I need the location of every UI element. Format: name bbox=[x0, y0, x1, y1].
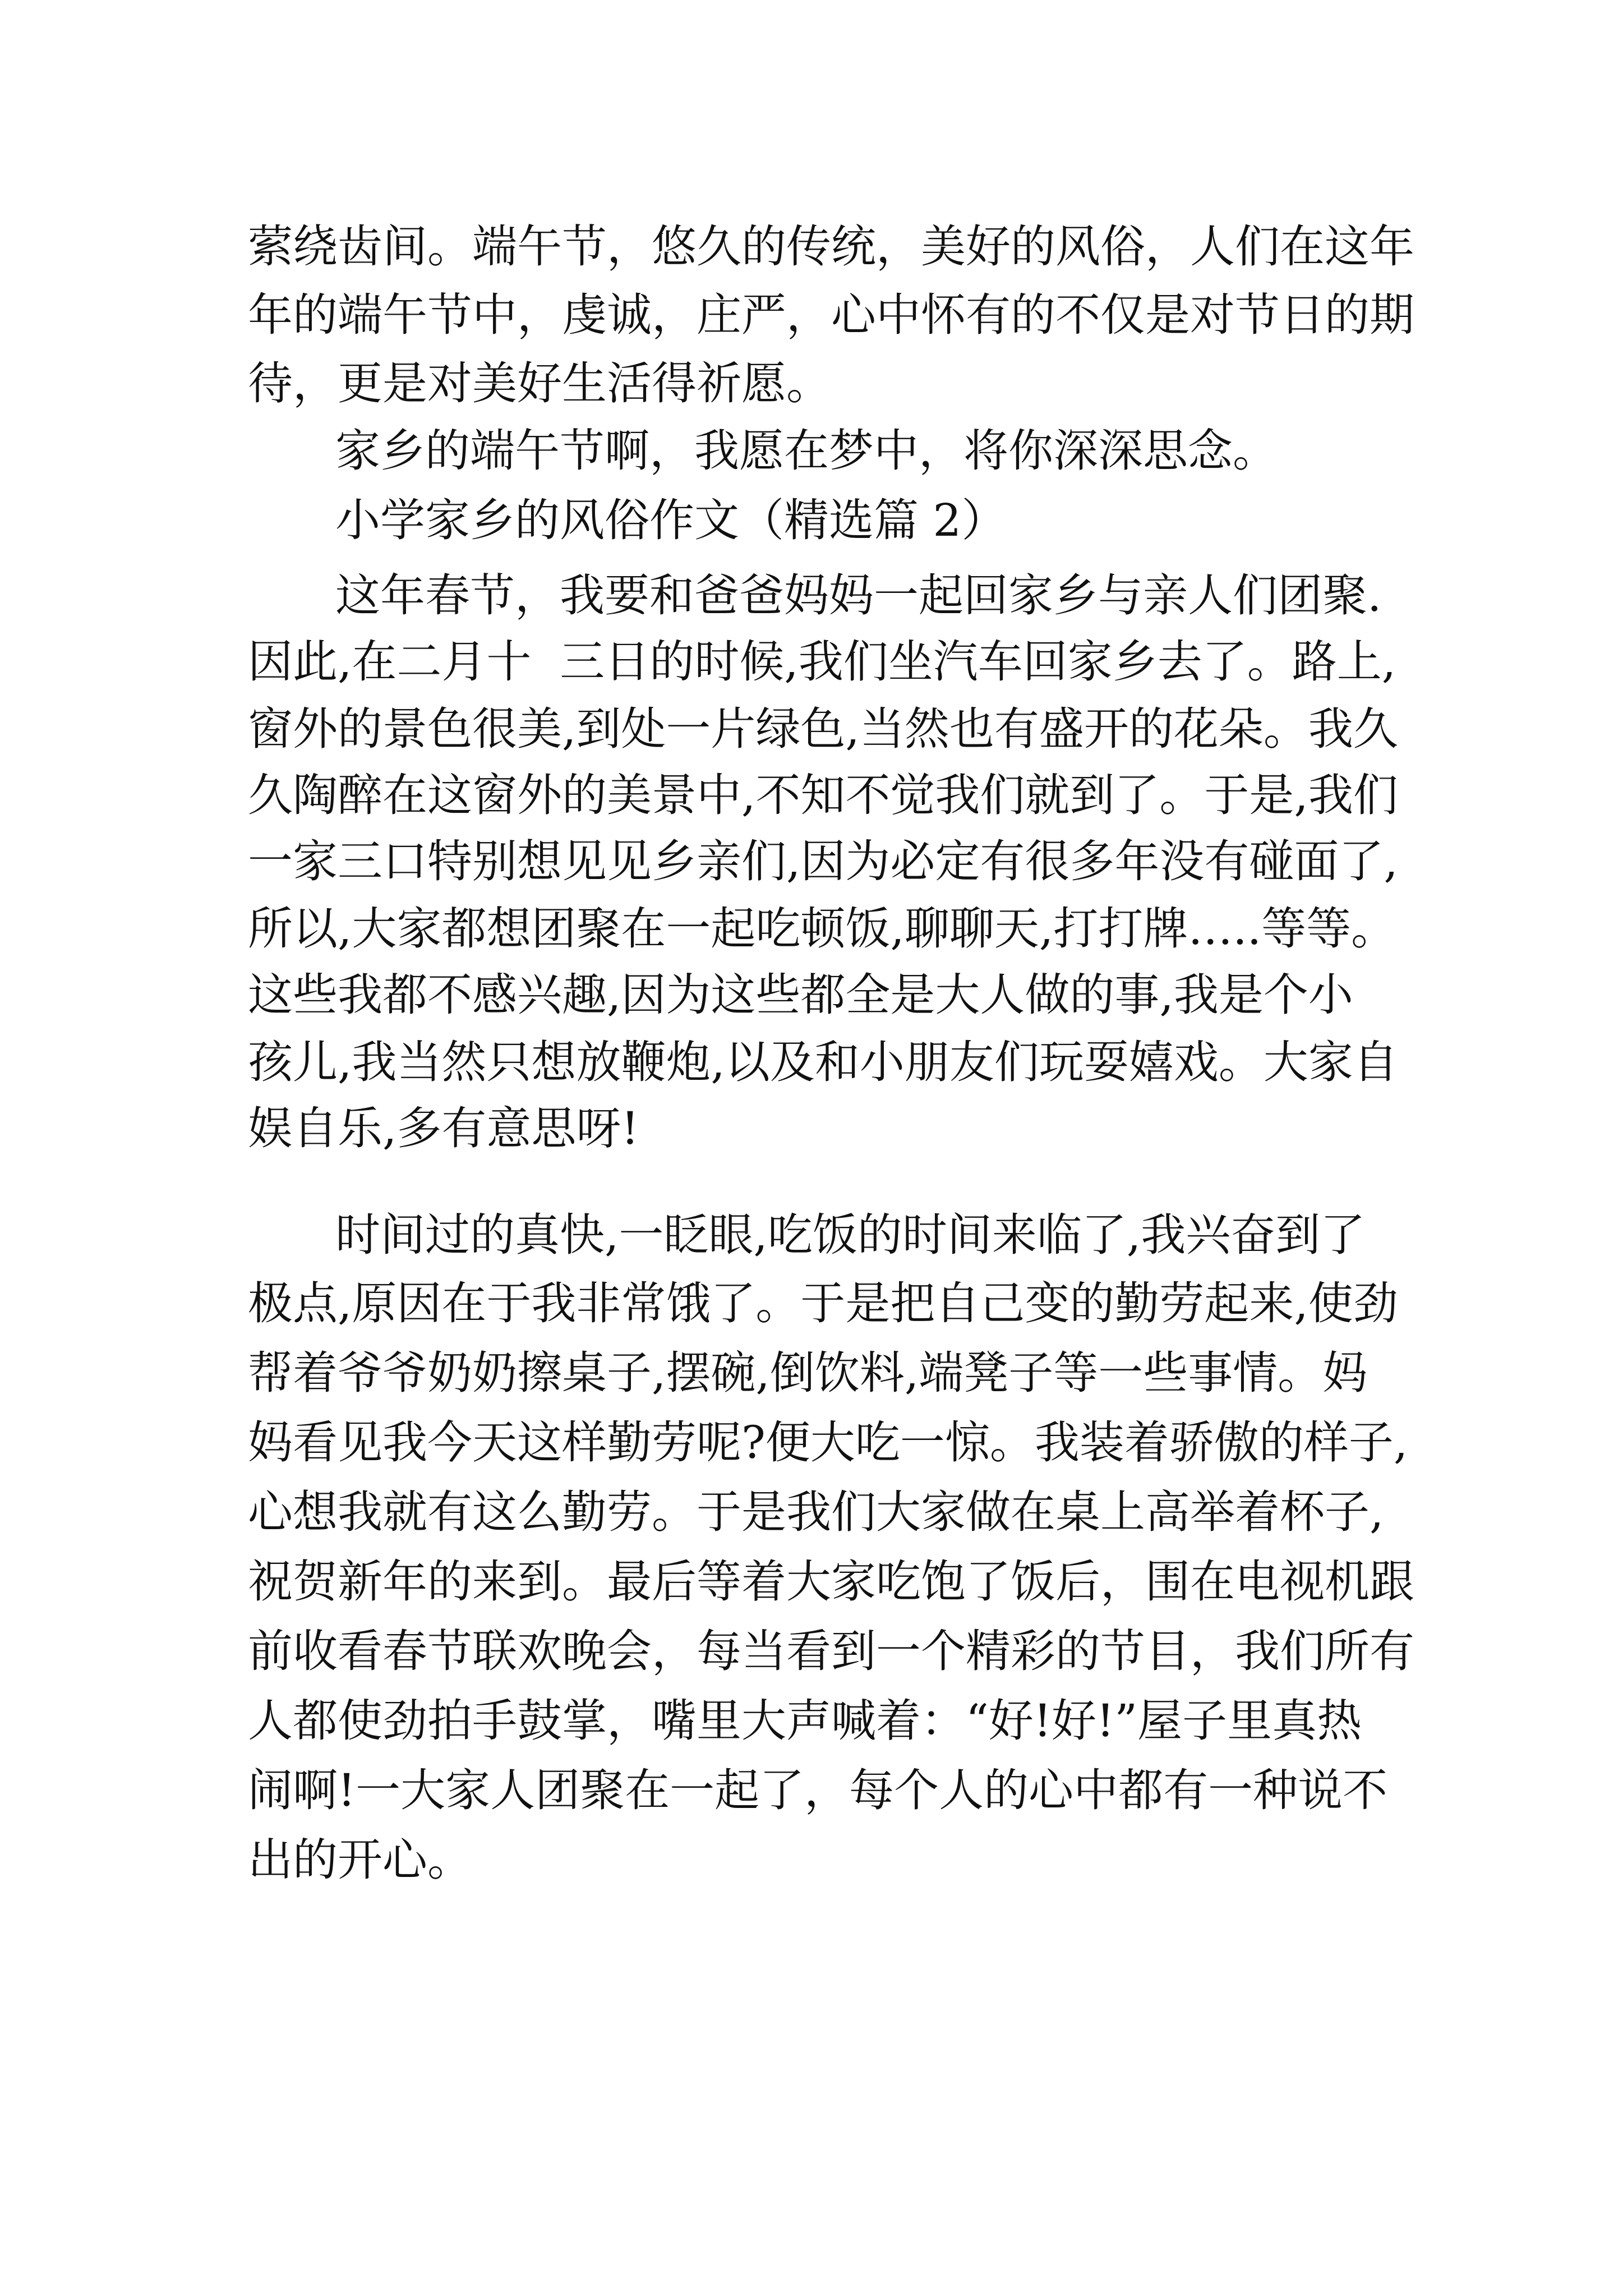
text-line: 所以,大家都想团聚在一起吃顿饭,聊聊天,打打牌…..等等。 bbox=[248, 903, 1396, 955]
text-line: 这些我都不感兴趣,因为这些都全是大人做的事,我是个小 bbox=[248, 969, 1353, 1021]
text-line: 因此,在二月十 三日的时候,我们坐汽车回家乡去了。路上, bbox=[248, 636, 1396, 688]
text-line: 家乡的端午节啊，我愿在梦中，将你深深思念。 bbox=[335, 425, 1278, 477]
text-line: 这年春节，我要和爸爸妈妈一起回家乡与亲人们团聚. bbox=[335, 569, 1382, 622]
text-line: 闹啊!一大家人团聚在一起了，每个人的心中都有一种说不 bbox=[248, 1764, 1388, 1816]
text-line: 祝贺新年的来到。最后等着大家吃饱了饭后，围在电视机跟 bbox=[248, 1556, 1414, 1608]
text-line: 萦绕齿间。端午节，悠久的传统，美好的风俗，人们在这年 bbox=[248, 220, 1414, 273]
section-heading: 小学家乡的风俗作文（精选篇 2） bbox=[335, 494, 1007, 546]
text-line: 时间过的真快,一眨眼,吃饭的时间来临了,我兴奋到了 bbox=[335, 1209, 1366, 1261]
text-line: 娱自乐,多有意思呀! bbox=[248, 1102, 639, 1154]
text-line: 久陶醉在这窗外的美景中,不知不觉我们就到了。于是,我们 bbox=[248, 769, 1398, 821]
text-line: 年的端午节中，虔诚，庄严，心中怀有的不仅是对节日的期 bbox=[248, 289, 1414, 341]
text-line: 孩儿,我当然只想放鞭炮,以及和小朋友们玩耍嬉戏。大家自 bbox=[248, 1036, 1398, 1088]
text-line: 出的开心。 bbox=[248, 1834, 472, 1886]
text-line: 待，更是对美好生活得祈愿。 bbox=[248, 357, 831, 409]
text-line: 人都使劲拍手鼓掌，嘴里大声喊着：“好!好!”屋子里真热 bbox=[248, 1695, 1362, 1747]
text-line: 一家三口特别想见见乡亲们,因为必定有很多年没有碰面了, bbox=[248, 835, 1398, 887]
text-line: 妈看见我今天这样勤劳呢?便大吃一惊。我装着骄傲的样子, bbox=[248, 1416, 1408, 1469]
text-line: 极点,原因在于我非常饿了。于是把自己变的勤劳起来,使劲 bbox=[248, 1277, 1398, 1329]
text-line: 窗外的景色很美,到处一片绿色,当然也有盛开的花朵。我久 bbox=[248, 703, 1398, 755]
text-line: 帮着爷爷奶奶擦桌子,摆碗,倒饮料,端凳子等一些事情。妈 bbox=[248, 1347, 1368, 1399]
text-line: 心想我就有这么勤劳。于是我们大家做在桌上高举着杯子, bbox=[248, 1486, 1384, 1538]
text-line: 前收看春节联欢晚会，每当看到一个精彩的节目，我们所有 bbox=[248, 1625, 1414, 1677]
